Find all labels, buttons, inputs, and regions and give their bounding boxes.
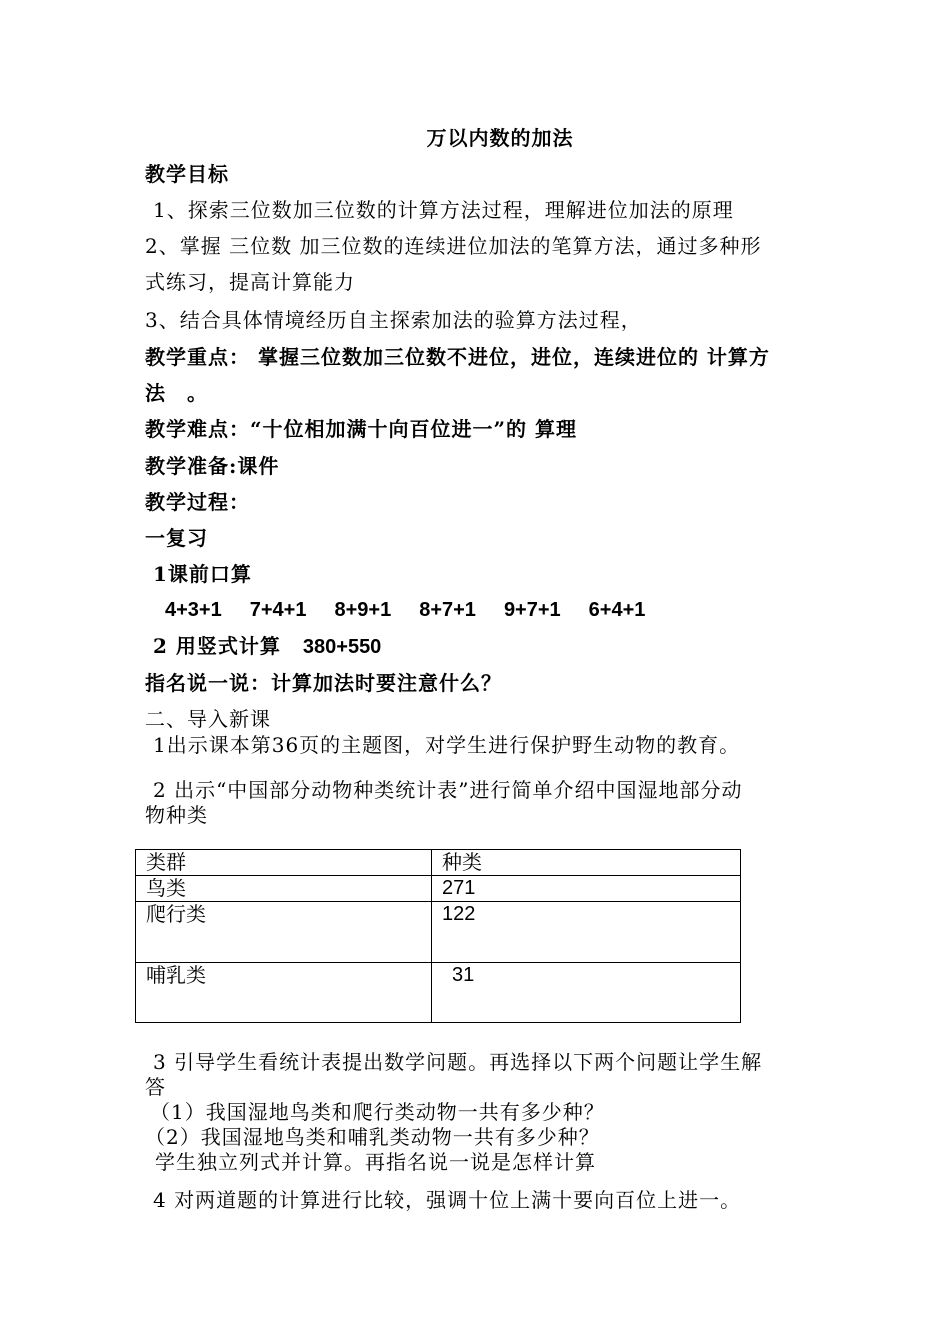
new-lesson-step-3-line-3: 学生独立列式并计算。再指名说一说是怎样计算 <box>155 1150 596 1174</box>
new-lesson-step-2-line-1: 2 出示“中国部分动物种类统计表”进行简单介绍中国湿地部分动 <box>153 778 743 802</box>
oral-calc-item: 6+4+1 <box>588 599 646 621</box>
oral-calc-item: 8+7+1 <box>419 599 476 621</box>
new-lesson-heading: 二、导入新课 <box>145 707 271 731</box>
oral-calc-item: 8+9+1 <box>334 599 392 621</box>
table-header-row <box>136 850 741 876</box>
preparation: 教学准备:课件 <box>145 454 280 478</box>
review-item-1: 1课前口算 <box>153 562 252 586</box>
new-lesson-step-3-line-1: 3 引导学生看统计表提出数学问题。再选择以下两个问题让学生解 <box>153 1050 763 1074</box>
new-lesson-step-1: 1出示课本第36页的主题图，对学生进行保护野生动物的教育。 <box>153 733 741 757</box>
table-cell: 31 <box>432 963 741 1023</box>
key-point-line-1: 教学重点： 掌握三位数加三位数不进位，进位，连续进位的 计算方 <box>145 345 770 369</box>
table-cell: 爬行类 <box>136 902 432 963</box>
goal-2-line-2: 式练习，提高计算能力 <box>145 270 355 294</box>
animal-species-table <box>135 849 741 1023</box>
new-lesson-step-2-line-2: 物种类 <box>145 803 208 827</box>
table-header-cell: 类群 <box>136 850 432 876</box>
review-heading: 一复习 <box>145 526 208 550</box>
table-row <box>136 963 741 1023</box>
review-question: 指名说一说：计算加法时要注意什么？ <box>145 671 502 695</box>
question-2: （2）我国湿地鸟类和哺乳类动物一共有多少种？ <box>145 1125 600 1149</box>
table-cell: 122 <box>432 902 741 963</box>
page-title: 万以内数的加法 <box>426 126 574 150</box>
oral-calc-item: 9+7+1 <box>503 599 561 621</box>
review-item-2 <box>153 634 381 659</box>
oral-calc-list <box>165 598 645 622</box>
goal-3: 3、结合具体情境经历自主探索加法的验算方法过程， <box>145 308 642 332</box>
new-lesson-step-4: 4 对两道题的计算进行比较，强调十位上满十要向百位上进一。 <box>153 1188 742 1212</box>
goal-1: 1、探索三位数加三位数的计算方法过程，理解进位加法的原理 <box>153 198 734 222</box>
oral-calc-item: 4+3+1 <box>165 599 222 621</box>
table-cell: 271 <box>432 876 741 902</box>
difficulty: 教学难点：“十位相加满十向百位进一”的 算理 <box>145 417 577 441</box>
table-row <box>136 876 741 902</box>
key-point-line-2: 法 。 <box>145 381 208 405</box>
table-cell: 哺乳类 <box>136 963 432 1023</box>
new-lesson-step-3-line-2: 答 <box>145 1075 166 1099</box>
goal-2-line-1: 2、掌握 三位数 加三位数的连续进位加法的笔算方法，通过多种形 <box>145 234 762 258</box>
goals-heading: 教学目标 <box>145 162 229 186</box>
review-item-2-expression: 380+550 <box>302 636 382 658</box>
oral-calc-item: 7+4+1 <box>249 599 307 621</box>
review-item-2-label: 2 用竖式计算 <box>153 634 281 658</box>
question-1: （1）我国湿地鸟类和爬行类动物一共有多少种？ <box>150 1100 605 1124</box>
table-row <box>136 902 741 963</box>
table-cell: 鸟类 <box>136 876 432 902</box>
table-header-cell: 种类 <box>432 850 741 876</box>
process-heading: 教学过程： <box>145 490 250 514</box>
